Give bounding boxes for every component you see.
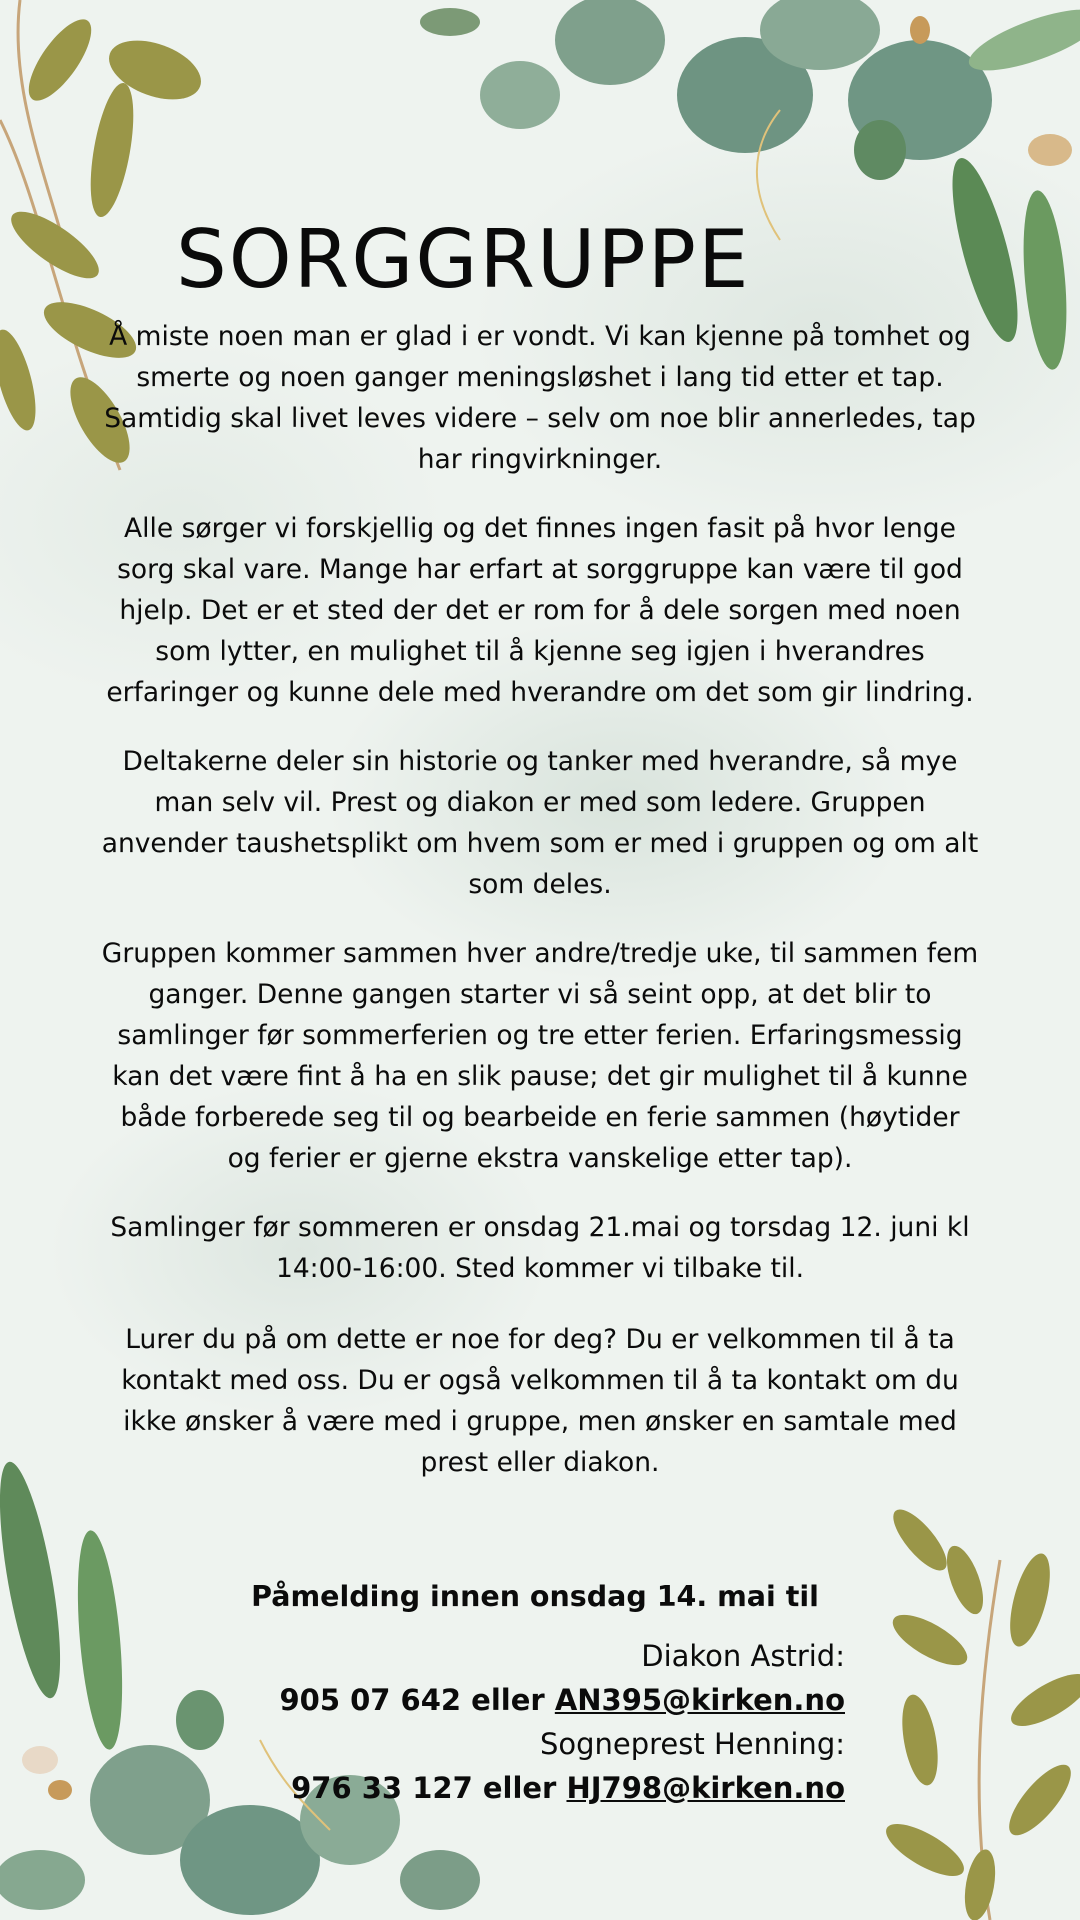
page-title: SORGGRUPPE	[176, 213, 751, 306]
paragraph-intro: Å miste noen man er glad i er vondt. Vi kan kjenne på tomhet og smerte og noen ganger meningsløshet i lang tid etter et tap. Samtidig skal livet leves videre – selv om noe blir annerledes, tap har ringvirkninger.	[104, 321, 976, 475]
paragraph-schedule: Gruppen kommer sammen hver andre/tredje uke, til sammen fem ganger. Denne gangen starter vi så seint opp, at det blir to samlinger før sommerferien og tre etter ferien. Erfaringsmessig kan det være fint å ha en slik pause; det gir mulighet til å kunne både forberede seg til og bearbeide en ferie sammen (høytider og ferier er gjerne ekstra vanskelige etter tap).	[101, 938, 979, 1174]
contact-line-henning	[145, 1766, 845, 1810]
contact-name-astrid: Diakon Astrid:	[641, 1639, 845, 1673]
contact-list	[145, 1634, 845, 1810]
email-link-henning[interactable]: HJ798@kirken.no	[566, 1771, 845, 1805]
paragraph-participants: Deltakerne deler sin historie og tanker med hverandre, så mye man selv vil. Prest og diakon er med som ledere. Gruppen anvender taushetsplikt om hvem som er med i gruppen og om alt som deles.	[101, 746, 979, 900]
contact-line-astrid	[145, 1678, 845, 1722]
paragraph-dates: Samlinger før sommeren er onsdag 21.mai og torsdag 12. juni kl 14:00-16:00. Sted kommer vi tilbake til.	[110, 1212, 970, 1284]
paragraph-contact: Lurer du på om dette er noe for deg? Du er velkommen til å ta kontakt med oss. Du er også velkommen til å ta kontakt om du ikke ønsker å være med i gruppe, men ønsker en samtale med prest eller diakon.	[121, 1324, 959, 1478]
paragraph-grief: Alle sørger vi forskjellig og det finnes ingen fasit på hvor lenge sorg skal vare. Mange har erfart at sorggruppe kan være til god hjelp. Det er et sted der det er rom for å dele sorgen med noen som lytter, en mulighet til å kjenne seg igjen i hverandres erfaringer og kunne dele med hverandre om det som gir lindring.	[106, 513, 974, 708]
contact-phone-henning: 976 33 127 eller	[291, 1771, 557, 1805]
body-text	[100, 316, 980, 1511]
contact-phone-astrid: 905 07 642 eller	[279, 1683, 545, 1717]
olive-branch-bottom-right	[879, 1502, 1080, 1920]
contact-name-henning: Sogneprest Henning:	[539, 1727, 845, 1761]
email-link-astrid[interactable]: AN395@kirken.no	[554, 1683, 845, 1717]
signup-deadline: Påmelding innen onsdag 14. mai til	[251, 1580, 819, 1613]
